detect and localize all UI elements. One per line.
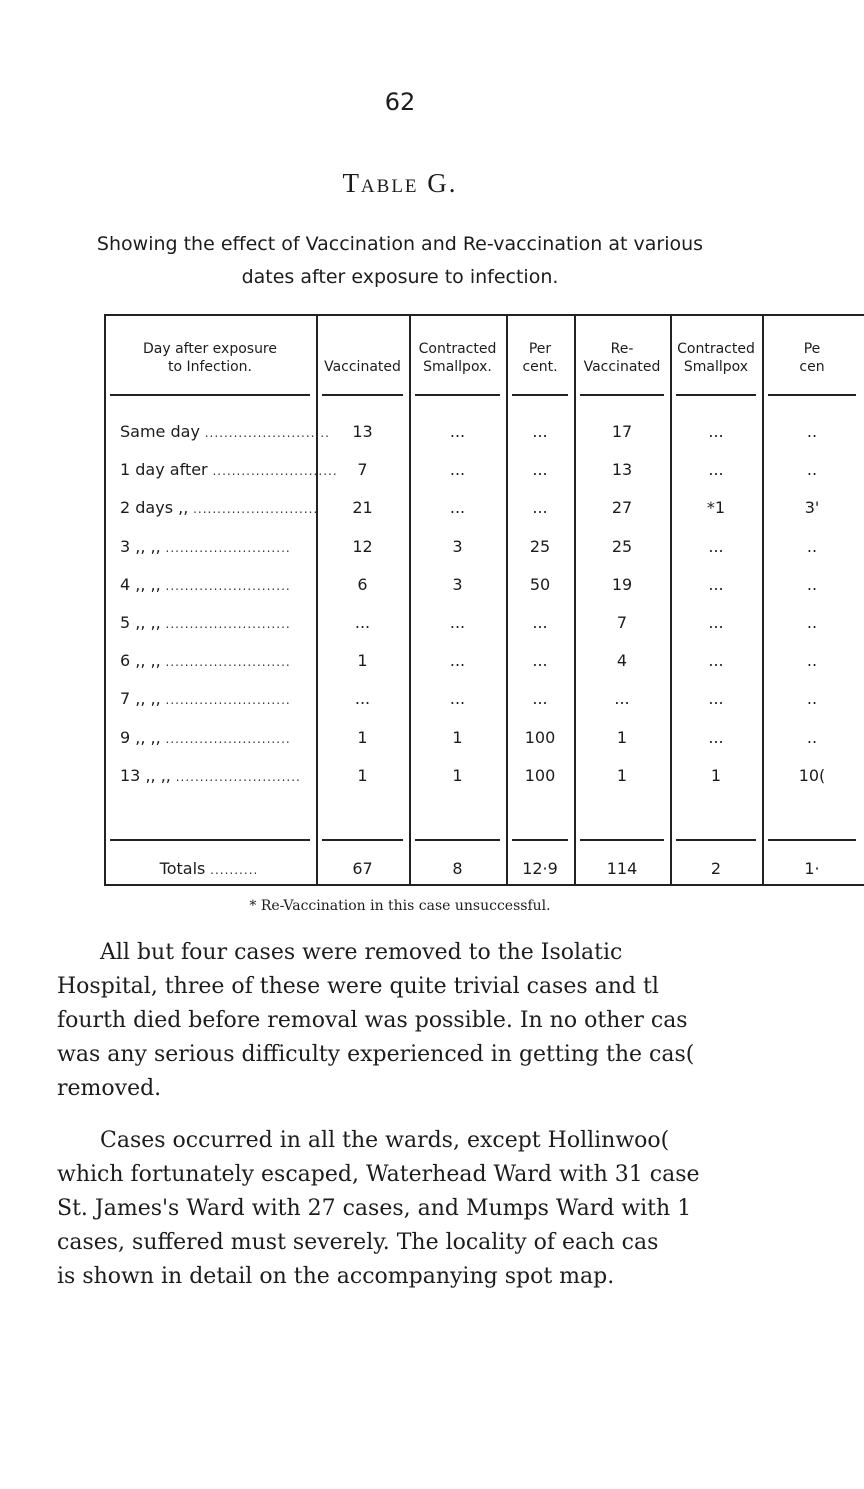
table-title: Table G. <box>342 168 458 198</box>
table-cell: 7 <box>357 460 368 480</box>
leader-dots: .......................... <box>160 617 291 631</box>
header-separator <box>580 394 664 396</box>
table-cell: 13 <box>611 460 633 480</box>
header-separator <box>768 394 856 396</box>
table-cell: 4 <box>616 651 628 671</box>
column-header-line: Vaccinated <box>324 359 401 375</box>
table-row-label <box>104 766 314 787</box>
row-label-text: Same day <box>120 422 200 441</box>
leader-dots: .......................... <box>170 769 301 784</box>
table-row-label <box>104 575 314 596</box>
column-header-line: Pe <box>803 341 821 357</box>
table-cell: 19 <box>611 574 633 594</box>
leader-dots: .......................... <box>160 731 291 746</box>
paragraph-line: St. James's Ward with 27 cases, and Mumps Ward with 1 <box>57 1196 692 1221</box>
table-cell: 1 <box>357 727 368 747</box>
table-cell: ... <box>449 460 466 480</box>
totals-separator <box>676 839 756 841</box>
table-cell: ... <box>708 613 724 632</box>
table-cell: ... <box>708 689 724 709</box>
column-header-line: Contracted <box>677 341 755 357</box>
paragraph-wards <box>57 1124 817 1294</box>
totals-separator <box>768 839 856 841</box>
column-header <box>670 340 762 376</box>
table-row-label <box>104 537 314 558</box>
paragraph-line: was any serious difficulty experienced in getting the cas( <box>57 1042 695 1067</box>
column-header <box>104 340 316 376</box>
totals-label-text: Totals <box>159 859 206 878</box>
row-label-text: 9 ,, ,, <box>120 727 161 747</box>
totals-cell: 67 <box>352 859 373 878</box>
totals-separator <box>512 839 568 841</box>
table-cell: 25 <box>529 536 551 556</box>
vaccination-table <box>104 314 864 886</box>
header-separator <box>110 394 310 396</box>
table-cell: 3 <box>452 536 463 556</box>
table-cell: .. <box>806 460 818 480</box>
table-cell: 100 <box>524 727 556 747</box>
header-separator <box>512 394 568 396</box>
table-cell: 1 <box>452 765 463 785</box>
table-cell: 21 <box>352 498 373 518</box>
leader-dots: .......................... <box>160 540 291 555</box>
column-header-line: cent. <box>522 359 558 375</box>
paragraph-line: which fortunately escaped, Waterhead Ward with 31 case <box>57 1162 700 1187</box>
table-cell: .. <box>806 574 818 594</box>
table-cell: 100 <box>524 765 556 785</box>
table-cell: .. <box>806 613 818 632</box>
table-cell: 3 <box>452 574 463 594</box>
row-label-text: 5 ,, ,, <box>120 613 161 632</box>
table-cell: 27 <box>611 498 633 518</box>
table-cell: ... <box>708 651 724 671</box>
paragraph-line: Hospital, three of these were quite trivial cases and tl <box>57 974 659 999</box>
header-separator <box>676 394 756 396</box>
table-top-rule <box>104 314 864 316</box>
table-cell: ... <box>708 727 724 747</box>
totals-cell: 1· <box>804 859 820 878</box>
column-header <box>409 340 506 376</box>
page-number: 62 <box>384 88 416 116</box>
totals-cell: 2 <box>710 859 722 878</box>
table-column-rule <box>409 314 411 886</box>
column-header-line: Smallpox <box>683 359 749 375</box>
table-cell: ... <box>449 689 466 709</box>
paragraph-line: is shown in detail on the accompanying spot map. <box>57 1264 615 1289</box>
column-header <box>506 340 574 376</box>
table-left-rule <box>104 314 106 886</box>
table-cell: ... <box>449 651 466 671</box>
table-row-label <box>104 422 330 443</box>
totals-separator <box>110 839 310 841</box>
table-cell: 1 <box>452 727 463 747</box>
totals-separator <box>415 839 500 841</box>
table-cell: 6 <box>357 574 368 594</box>
table-cell: 10( <box>798 765 826 785</box>
paragraph-removal <box>57 936 817 1106</box>
table-cell: ... <box>354 689 371 709</box>
table-subtitle <box>60 228 740 294</box>
table-cell: ... <box>708 574 724 594</box>
column-header <box>574 340 670 376</box>
table-cell: ... <box>532 651 548 671</box>
row-label-text: 13 ,, ,, <box>120 765 171 785</box>
totals-cell: 114 <box>606 859 638 878</box>
table-cell: .. <box>806 689 818 709</box>
totals-cell: 8 <box>452 859 463 878</box>
table-cell: 13 <box>352 422 373 441</box>
table-cell: 50 <box>529 574 551 594</box>
table-cell: 12 <box>352 536 373 556</box>
leader-dots: .......................... <box>188 502 319 517</box>
leader-dots: .......... <box>205 863 259 877</box>
table-cell: *1 <box>706 498 726 518</box>
row-label-text: 3 ,, ,, <box>120 536 161 556</box>
row-label-text: 1 day after <box>120 460 208 480</box>
table-row-label <box>104 689 314 710</box>
table-row-label <box>104 728 314 749</box>
row-label-text: 7 ,, ,, <box>120 689 161 709</box>
table-cell: .. <box>806 536 818 556</box>
table-cell: 17 <box>611 422 633 441</box>
table-cell: .. <box>806 651 818 671</box>
paragraph-line: removed. <box>57 1076 162 1101</box>
column-header <box>762 340 862 376</box>
table-cell: ... <box>449 613 466 632</box>
table-cell: 1 <box>710 765 722 785</box>
table-column-rule <box>574 314 576 886</box>
column-header-line: Contracted <box>418 341 497 357</box>
table-cell: ... <box>354 613 371 632</box>
column-header-line: Vaccinated <box>583 359 661 375</box>
table-row-label <box>104 498 319 519</box>
table-cell: .. <box>806 727 818 747</box>
table-column-rule <box>316 314 318 886</box>
table-cell: ... <box>449 498 466 518</box>
column-header-line: Smallpox. <box>423 359 492 375</box>
table-cell: ... <box>532 613 548 632</box>
table-column-rule <box>670 314 672 886</box>
table-column-rule <box>506 314 508 886</box>
leader-dots: .......................... <box>160 578 291 593</box>
paragraph-line: All but four cases were removed to the Isolatic <box>100 940 623 965</box>
row-label-text: 6 ,, ,, <box>120 651 161 671</box>
table-cell: 25 <box>611 536 633 556</box>
row-label-text: 2 days ,, <box>120 498 189 518</box>
table-cell: 1 <box>616 727 628 747</box>
table-cell: ... <box>708 422 724 441</box>
table-row-label <box>104 613 314 634</box>
column-header-line <box>316 340 409 358</box>
table-row-label <box>104 460 338 481</box>
table-cell: .. <box>806 422 818 441</box>
paragraph-line: cases, suffered must severely. The locality of each cas <box>57 1230 659 1255</box>
row-label-text: 4 ,, ,, <box>120 574 161 594</box>
subtitle-line: Showing the effect of Vaccination and Re-vaccination at various <box>96 233 704 255</box>
totals-row-label <box>104 859 314 880</box>
table-cell: ... <box>449 422 466 441</box>
column-header-line: to Infection. <box>167 359 252 375</box>
table-cell: 1 <box>616 765 628 785</box>
table-cell: 7 <box>616 613 628 632</box>
leader-dots: .......................... <box>207 464 338 479</box>
table-cell: 3' <box>804 498 820 518</box>
totals-separator <box>322 839 403 841</box>
leader-dots: .......................... <box>160 655 291 670</box>
leader-dots: .......................... <box>199 426 330 440</box>
table-cell: ... <box>532 422 548 441</box>
footnote: * Re-Vaccination in this case unsuccessful. <box>249 898 551 914</box>
paragraph-line: fourth died before removal was possible. In no other cas <box>57 1008 688 1033</box>
table-cell: ... <box>614 689 630 709</box>
paragraph-line: Cases occurred in all the wards, except Hollinwoo( <box>100 1128 670 1153</box>
table-row-label <box>104 651 314 672</box>
subtitle-line: dates after exposure to infection. <box>241 266 559 288</box>
column-header <box>316 340 409 376</box>
totals-cell: 12·9 <box>522 859 558 878</box>
table-column-rule <box>762 314 764 886</box>
column-header-line: cen <box>799 359 825 375</box>
table-cell: ... <box>708 460 724 480</box>
table-cell: ... <box>532 460 548 480</box>
table-bottom-rule <box>104 884 864 886</box>
table-cell: ... <box>532 689 548 709</box>
column-header-line: Day after exposure <box>143 341 277 357</box>
table-cell: 1 <box>357 765 368 785</box>
column-header-line: Per <box>528 341 552 357</box>
header-separator <box>322 394 403 396</box>
table-cell: 1 <box>357 651 368 671</box>
header-separator <box>415 394 500 396</box>
table-cell: ... <box>532 498 548 518</box>
column-header-line: Re- <box>610 341 634 357</box>
totals-separator <box>580 839 664 841</box>
leader-dots: .......................... <box>160 693 291 708</box>
table-cell: ... <box>708 536 724 556</box>
